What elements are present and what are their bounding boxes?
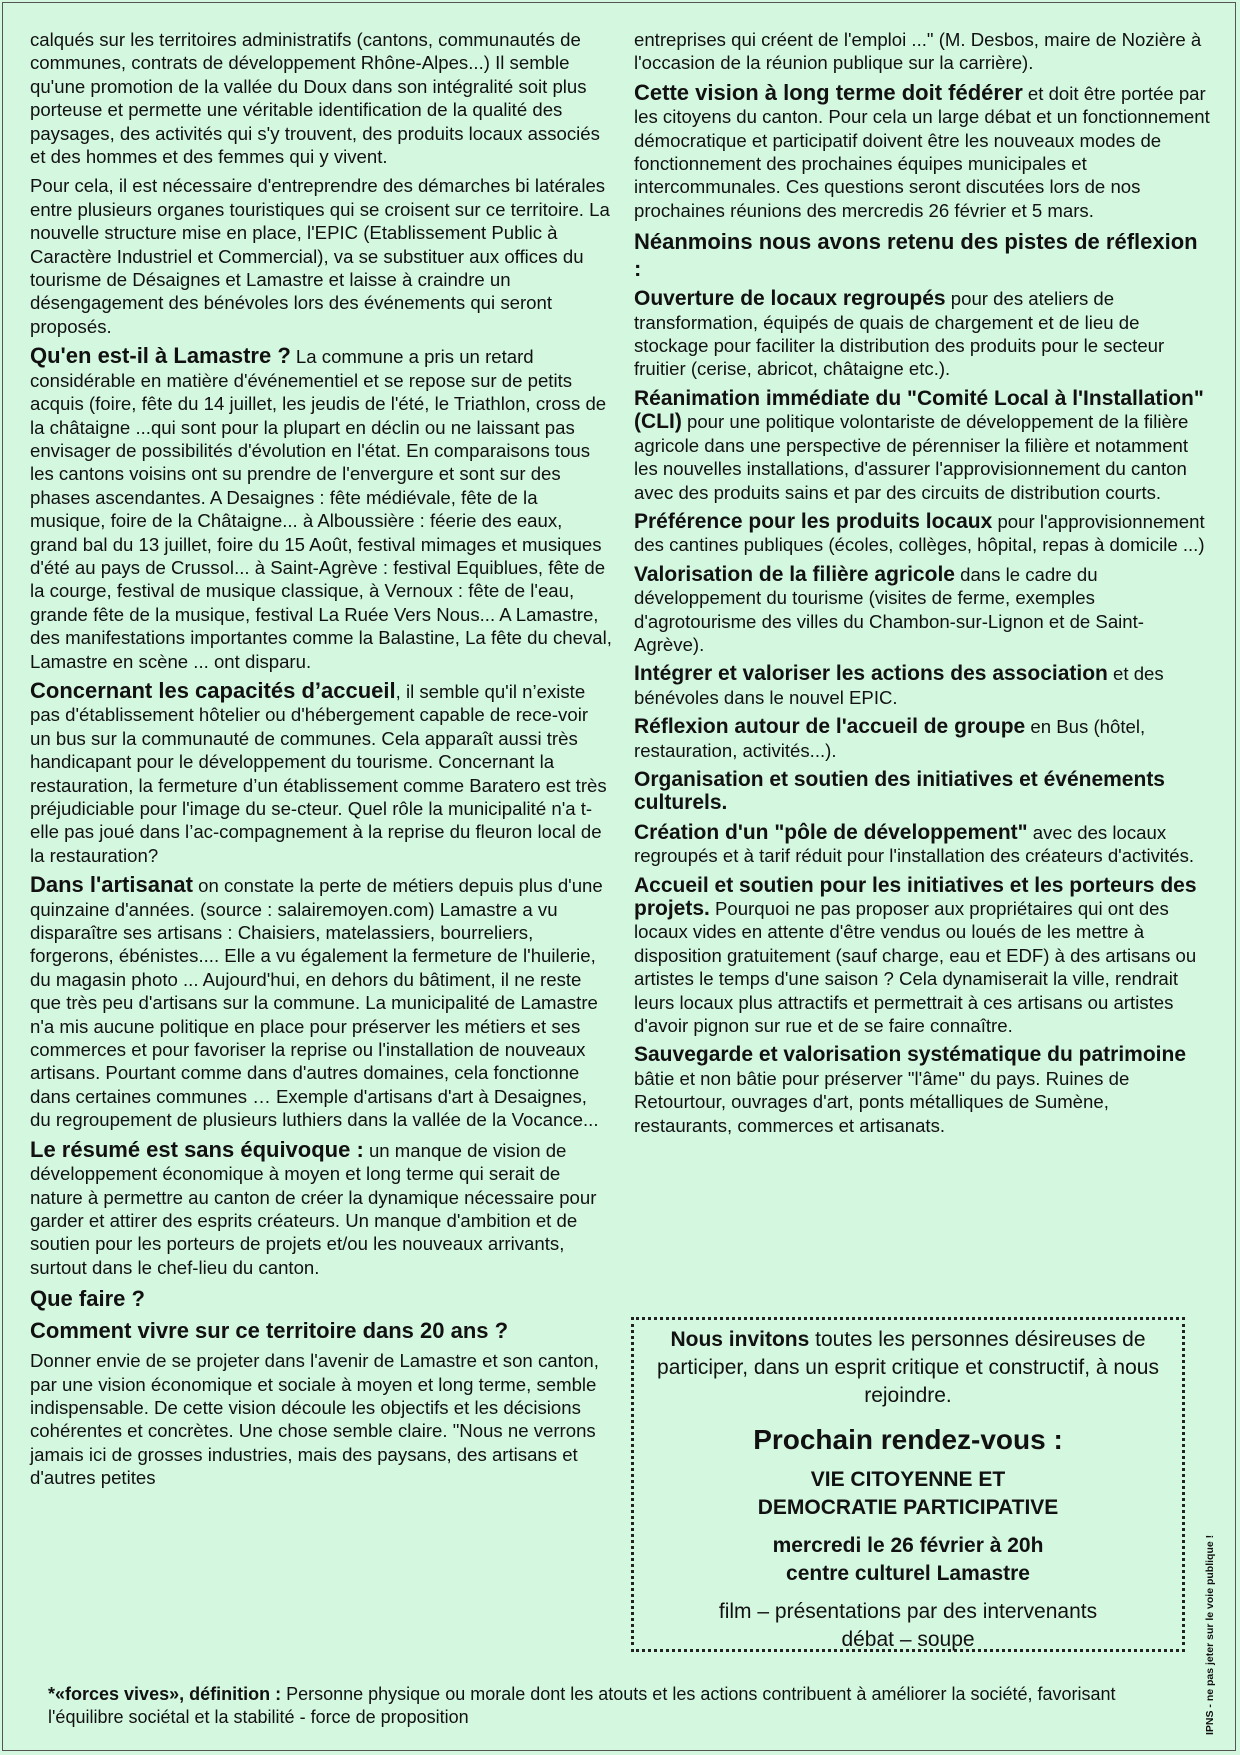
paragraph xyxy=(30,1138,612,1279)
ipns-notice: IPNS - ne pas jeter sur le voie publique ! xyxy=(1204,1534,1216,1735)
item-heading: Intégrer et valoriser les actions des association xyxy=(634,662,1108,686)
left-column xyxy=(30,28,612,1496)
list-item xyxy=(634,563,1210,657)
paragraph-body: et doit être portée par les citoyens du canton. Pour cela un large débat et un fonctionnement démocratique et participatif doivent être les nouveaux modes de fonctionnement des prochaines équipes municipales et intercommunales. Ces questions seront discutées lors de nos prochaines réunions des mercredis 26 février et 5 mars. xyxy=(634,82,1210,221)
footnote xyxy=(48,1683,1178,1729)
section-heading: Néanmoins nous avons retenu des pistes de réflexion : xyxy=(634,229,1198,282)
section-heading: Comment vivre sur ce territoire dans 20 ans ? xyxy=(30,1318,509,1344)
item-body: et des bénévoles dans le nouvel EPIC. xyxy=(634,663,1164,708)
paragraph: calqués sur les territoires administratifs (cantons, communautés de communes, contrats de développement Rhône-Alpes...) Il semble qu'une promotion de la vallée du Doux dans son intégralité soit plus porteuse et permette une véritable identification de la qualité des paysages, des activités qui s'y trouvent, des produits locaux associés et des hommes et des femmes qui y vivent. xyxy=(30,29,600,168)
invitation-rest: toutes les personnes désireuses de participer, dans un esprit critique et constructif, à nous rejoindre. xyxy=(657,1328,1159,1407)
item-heading: Préférence pour les produits locaux xyxy=(634,509,993,533)
inline-heading: Le résumé est sans équivoque : xyxy=(30,1136,364,1162)
invitation-text xyxy=(648,1326,1168,1410)
item-body: pour une politique volontariste de développement de la filière agricole dans une perspective de pérenniser la filière et notamment les nouvelles installations, d'assurer l'approvisionnement du canton avec des produits sains et par des circuits de distribution courts. xyxy=(634,411,1189,503)
list-item xyxy=(634,387,1210,504)
item-heading: Sauvegarde et valorisation systématique du patrimoine xyxy=(634,1043,1186,1067)
item-body: pour l'approvisionnement des cantines publiques (écoles, collèges, hôpital, repas à domicile ...) xyxy=(634,510,1205,556)
invitation-lead: Nous invitons xyxy=(670,1328,810,1351)
meeting-program-line-1: film – présentations par des intervenants xyxy=(718,1600,1098,1623)
item-heading: Réanimation immédiate du "Comité Local à l'Installation" (CLI) xyxy=(634,386,1204,434)
list-item xyxy=(634,715,1210,762)
paragraph-body: La commune a pris un retard considérable en matière d'événementiel et se repose sur de petits acquis (foire, fête du 14 juillet, les jeudis de l'été, le Triathlon, cross de la châtaigne ...qui sont pour la plupart en déclin ou ne laissant pas envisager de possibilités d'évolution en l'état. En comparaisons tous les cantons voisins ont su prendre de l'envergure et sont sur des phases ascendantes. A Desaignes : fête médiévale, fête de la musique, foire de la Châtaigne... à Alboussière : féerie des eaux, grand bal du 13 juillet, foire du 15 Août, festival mimages et musiques d'été au pays de Crussol... à Saint-Agrève : festival Equiblues, fête de la courge, festival de musique classique, à Vernoux : fête de l'eau, grande fête de la musique, festival La Ruée Vers Nous... A Lamastre, des manifestations importantes comme la Balastine, La fête du cheval, Lamastre en scène ... ont disparu. xyxy=(30,346,612,672)
footnote-term: *«forces vives», définition : xyxy=(48,1684,282,1704)
item-heading: Valorisation de la filière agricole xyxy=(634,562,955,586)
section-heading: Que faire ? xyxy=(30,1286,145,1312)
item-body: pour des ateliers de transformation, équipés de quais de chargement et de lieu de stockage pour faciliter la distribution des produits pour le secteur fruitier (cerise, abricot, châtaigne etc.). xyxy=(634,288,1165,380)
paragraph: Donner envie de se projeter dans l'avenir de Lamastre et son canton, par une vision économique et sociale à moyen et long terme, semble indispensable. De cette vision découle les objectifs et les décisions cohérentes et concrètes. Une chose semble claire. "Nous ne verrons jamais ici de grosses industries, mais des paysans, des artisans et d'autres petites xyxy=(30,1350,599,1489)
meeting-date: mercredi le 26 février à 20h xyxy=(772,1534,1044,1557)
list-item xyxy=(634,662,1210,709)
meeting-theme-line-1: VIE CITOYENNE ET xyxy=(810,1468,1006,1491)
paragraph-body: , il semble qu'il n’existe pas d'établissement hôtelier ou d'hébergement capable de rece-voir un bus sur la communauté de communes. Cela apparaît aussi très handicapant pour le développement du tourisme. Concernant la restauration, la fermeture d’un établissement comme Baratero est très préjudiciable pour l'image du se-cteur. Quel rôle la municipalité n'a t-elle pas joué dans l’ac-compagnement à la reprise du fleuron local de la restauration? xyxy=(30,680,607,866)
paragraph: entreprises qui créent de l'emploi ..." (M. Desbos, maire de Nozière à l'occasion de la réunion publique sur la carrière). xyxy=(634,29,1202,74)
meeting-location: centre culturel Lamastre xyxy=(786,1562,1030,1585)
inline-heading: Dans l'artisanat xyxy=(30,872,193,898)
inline-heading: Concernant les capacités d’accueil xyxy=(30,677,396,703)
inline-heading: Qu'en est-il à Lamastre ? xyxy=(30,343,291,369)
paragraph-body: un manque de vision de développement économique à moyen et long terme qui serait de nature à permettre au canton de créer la dynamique nécessaire pour garder et attirer des esprits créateurs. Un manque d'ambition et de soutien pour les porteurs de projets et/ou les nouveaux arrivants, surtout dans le chef-lieu du canton. xyxy=(30,1139,597,1278)
meeting-program-line-2: débat – soupe xyxy=(841,1628,975,1651)
list-item xyxy=(634,768,1210,815)
list-item xyxy=(634,287,1210,381)
item-body: bâtie et non bâtie pour préserver "l'âme" du pays. Ruines de Retourtour, ouvrages d'art, ponts métalliques de Sumène, restaurants, commerces et artisanats. xyxy=(634,1067,1130,1136)
list-item xyxy=(634,510,1210,557)
list-item xyxy=(634,1043,1210,1137)
paragraph xyxy=(30,344,612,673)
right-column xyxy=(634,28,1210,1143)
meeting-theme-line-2: DEMOCRATIE PARTICIPATIVE xyxy=(757,1496,1059,1519)
paragraph xyxy=(634,81,1210,222)
paragraph xyxy=(30,679,612,867)
inline-heading: Cette vision à long terme doit fédérer xyxy=(634,79,1023,105)
paragraph-body: on constate la perte de métiers depuis plus d'une quinzaine d'années. (source : salairemoyen.com) Lamastre a vu disparaître ses artisans : Chaisiers, matelassiers, bourreliers, forgerons, ébénistes.... Elle a vu également la fermeture de l'huilerie, du magasin photo ... Aujourd'hui, en dehors du bâtiment, il ne reste que très peu d'artisans sur la commune. La municipalité de Lamastre n'a mis aucune politique en place pour préserver les métiers et ses commerces et pour favoriser la reprise ou l'installation de nouveaux artisans. Pourtant comme dans d'autres domaines, cela fonctionne dans certaines communes … Exemple d'artisans d'art à Desaignes, du regroupement de plusieurs luthiers dans la vallée de la Vocance... xyxy=(30,875,603,1131)
item-body: dans le cadre du développement du tourisme (visites de ferme, exemples d'agrotourisme des villes du Chambon-sur-Lignon et de Saint-Agrève). xyxy=(634,563,1144,655)
item-heading: Création d'un "pôle de développement" xyxy=(634,820,1028,844)
item-heading: Ouverture de locaux regroupés xyxy=(634,287,946,311)
item-heading: Organisation et soutien des initiatives et événements culturels. xyxy=(634,767,1165,815)
item-body: en Bus (hôtel, restauration, activités...). xyxy=(634,716,1146,761)
item-body: avec des locaux regroupés et à tarif réduit pour l'installation des créateurs d'activités. xyxy=(634,821,1195,867)
item-heading: Accueil et soutien pour les initiatives et les porteurs des projets. xyxy=(634,873,1197,920)
paragraph: Pour cela, il est nécessaire d'entreprendre des démarches bi latérales entre plusieurs organes touristiques qui se croisent sur ce territoire. La nouvelle structure mise en place, l'EPIC (Etablissement Public à Caractère Industriel et Commercial), va se substituer aux offices du tourisme de Désaignes et Lamastre et laisse à craindre un désengagement des bénévoles lors des événements qui seront proposés. xyxy=(30,175,610,337)
item-heading: Réflexion autour de l'accueil de groupe xyxy=(634,715,1026,739)
list-item xyxy=(634,821,1210,868)
list-item xyxy=(634,874,1210,1038)
meeting-title: Prochain rendez-vous : xyxy=(753,1424,1063,1455)
footnote-definition: Personne physique ou morale dont les atouts et les actions contribuent à améliorer la société, favorisant l'équilibre sociétal et la stabilité - force de proposition xyxy=(48,1684,1116,1727)
item-body: Pourquoi ne pas proposer aux propriétaires qui ont des locaux vides en attente d'être vendus ou loués de les mettre à disposition gratuitement (sauf charge, eau et EDF) à des artisans ou artistes le temps d'une saison ? Cela dynamiserait la ville, rendrait leurs locaux plus attractifs et permettrait à ces artisans ou artistes d'avoir pignon sur rue et de se faire connaître. xyxy=(634,898,1197,1037)
invitation-box xyxy=(631,1317,1185,1652)
paragraph xyxy=(30,873,612,1131)
